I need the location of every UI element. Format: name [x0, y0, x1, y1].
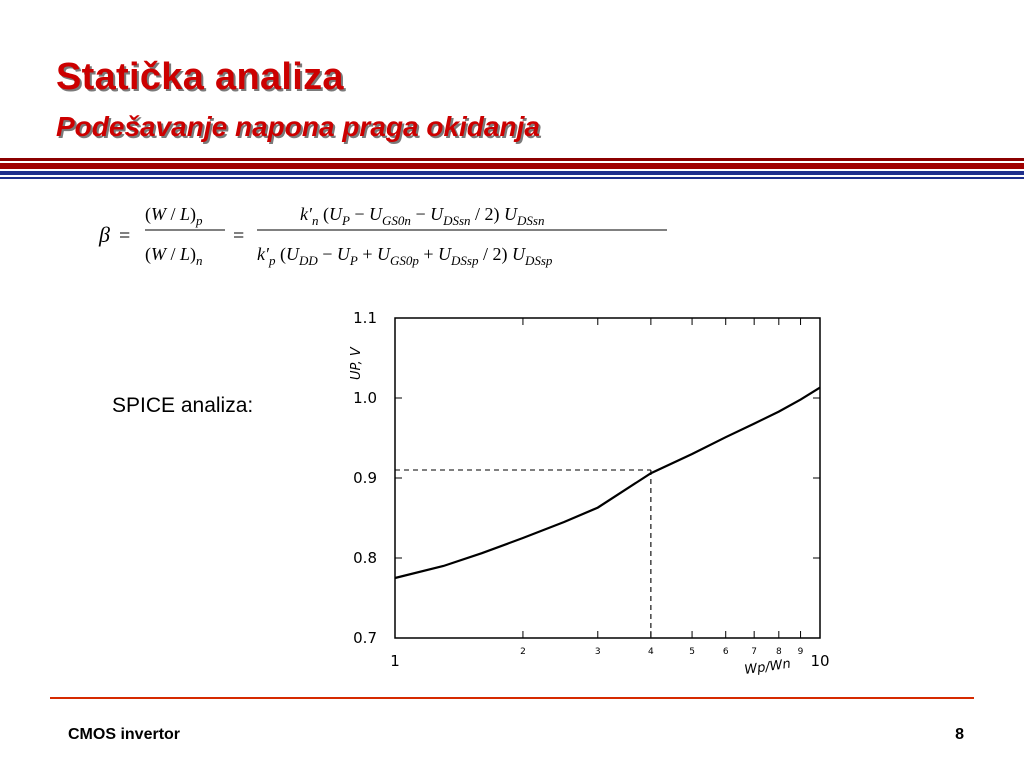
- y-tick-label: 0.9: [353, 469, 377, 487]
- rhs-denominator: $k'_p$ $(U_{DD} - U_P + U_{GS0p} + U_{DSsp} / 2)$ $U_{DSsp}$: [257, 244, 553, 268]
- slide-title: Statička analiza: [56, 56, 344, 98]
- spice-analysis-label: SPICE analiza:: [112, 394, 254, 417]
- header-band-blue-thick: [0, 171, 1024, 175]
- rhs-numerator: $k'_n$ $(U_P - U_{GS0n} - U_{DSsn} / 2)$ $U_{DSsn}$: [300, 204, 545, 228]
- plot-frame: [395, 318, 820, 638]
- threshold-voltage-chart: [330, 300, 850, 690]
- page-number: 8: [955, 726, 964, 743]
- x-tick-label: 10: [810, 652, 830, 670]
- x-tick-label: 1: [390, 652, 400, 670]
- x-tick-label: 5: [689, 647, 695, 657]
- marker-guides: [395, 470, 651, 638]
- x-tick-label: 7: [751, 647, 758, 657]
- x-tick-label: 3: [594, 647, 601, 657]
- x-tick-label: 4: [648, 647, 654, 657]
- x-axis-label: Wp/Wn: [743, 656, 792, 678]
- series-line: [395, 388, 820, 578]
- equals-sign-1: =: [119, 225, 131, 247]
- y-tick-label: 0.7: [353, 629, 377, 647]
- x-axis-ticks: [390, 318, 829, 670]
- y-tick-label: 1.1: [353, 309, 377, 327]
- y-tick-label: 0.8: [353, 549, 377, 567]
- ratio-denominator: $(W / L)_n$: [145, 244, 203, 268]
- ratio-numerator: $(W / L)_p$: [145, 204, 203, 228]
- header-band-red-main: [0, 163, 1024, 169]
- y-tick-label: 1.0: [353, 389, 377, 407]
- equals-sign-2: =: [233, 225, 245, 247]
- x-tick-label: 6: [722, 647, 729, 657]
- x-tick-label: 9: [797, 647, 804, 657]
- beta-symbol: β: [99, 222, 110, 247]
- beta-formula: [95, 190, 675, 276]
- x-tick-label: 8: [775, 647, 782, 657]
- footer-title: CMOS invertor: [68, 726, 181, 743]
- header-band-blue-thin: [0, 177, 1024, 179]
- y-axis-ticks: [353, 309, 820, 647]
- y-axis-label: UP, V: [349, 347, 364, 380]
- x-tick-label: 2: [520, 647, 526, 657]
- header-band-red-top: [0, 158, 1024, 161]
- footer-rule: [50, 697, 974, 699]
- slide-subtitle: Podešavanje napona praga okidanja: [56, 111, 540, 142]
